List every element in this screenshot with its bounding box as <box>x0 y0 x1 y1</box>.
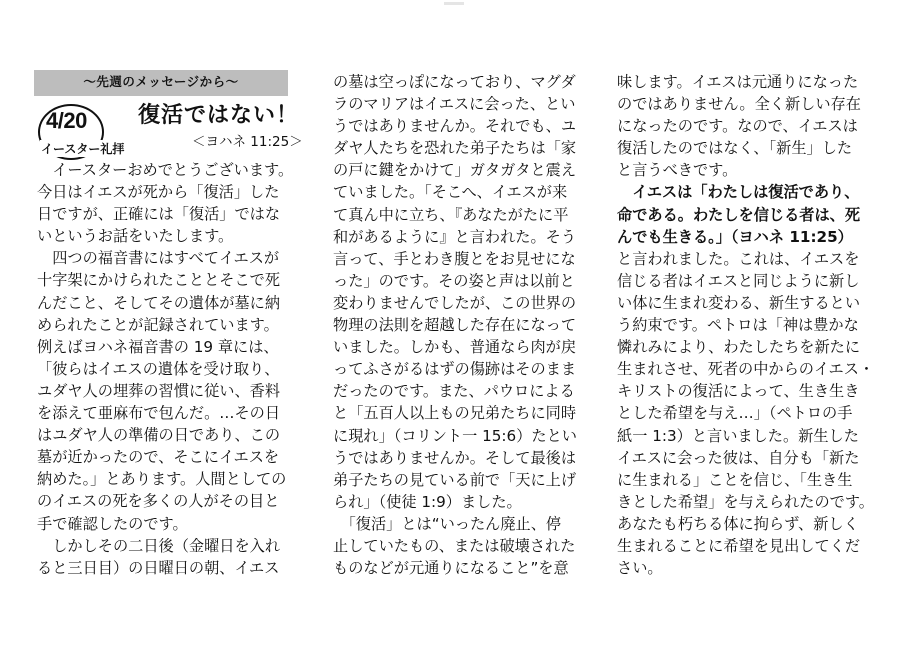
text-line: キリストの復活によって、生き生き <box>617 382 860 401</box>
text-line: あなたも朽ちる体に拘らず、新しく <box>617 514 859 533</box>
text-line: きとした希望」を与えられたのです。 <box>617 492 874 511</box>
text-line: 生まれることに希望を見出してくだ <box>617 536 860 555</box>
text-line: さい。 <box>617 559 663 578</box>
text-line: んでも生きる。」（ヨハネ 11:25） <box>617 227 853 246</box>
text-line: 弟子たちの見ている前で「天に上げ <box>333 470 576 489</box>
text-line: 十字架にかけられたこととそこで死 <box>37 271 280 290</box>
text-line: イースターおめでとうございます。 <box>37 161 294 179</box>
text-line: はユダヤ人の準備の日であり、この <box>37 426 280 445</box>
text-line: イエスに会った彼は、自分も「新た <box>617 448 860 467</box>
text-line: のではありません。全く新しい存在 <box>617 95 861 114</box>
service-name: イースター礼拝 <box>41 142 125 156</box>
text-line: 「彼らはイエスの遺体を受け取り、 <box>37 359 280 378</box>
text-line: った」のです。その姿と声は以前と <box>333 271 575 290</box>
message-header <box>34 70 303 158</box>
text-line: 例えばヨハネ福音書の 19 章には、 <box>37 337 279 356</box>
text-line: のイエスの死を多くの人がその目と <box>37 492 280 511</box>
text-column-1 <box>37 159 294 579</box>
text-line: 今日はイエスが死から「復活」した <box>37 183 280 202</box>
text-line: んだこと、そしてその遺体が墓に納 <box>37 293 280 312</box>
text-line: イエスは「わたしは復活であり、 <box>617 183 860 202</box>
text-line: 紙一 1:3）と言いました。新生した <box>617 426 859 445</box>
banner-text: ～先週のメッセージから～ <box>83 74 239 89</box>
text-line: と言われました。これは、イエスを <box>617 249 860 268</box>
text-line: ユダヤ人の埋葬の習慣に従い、香料 <box>37 381 280 400</box>
text-line: 四つの福音書にはすべてイエスが <box>37 249 280 268</box>
text-line: しかしその二日後（金曜日を入れ <box>37 536 280 555</box>
text-line: に現れ」（コリント一 15:6）たとい <box>333 426 577 445</box>
text-column-2 <box>333 71 585 579</box>
text-line: だったのです。また、パウロによる <box>333 382 575 401</box>
text-line: うではありませんか。そして最後は <box>333 448 576 467</box>
text-line: 物理の法則を超越した存在になって <box>333 316 576 335</box>
text-line: いました。しかも、普通なら肉が戻 <box>333 338 576 357</box>
text-line: と言うべきです。 <box>617 161 738 180</box>
sermon-title: 復活ではない！ <box>138 103 300 128</box>
text-line: う約束です。ペトロは「神は豊かな <box>617 316 859 335</box>
text-line: 止していたもの、または破壊された <box>333 536 576 555</box>
text-line: 命である。わたしを信じる者は、死 <box>617 205 860 224</box>
text-line: 言って、手とわき腹とをお見せにな <box>333 249 576 268</box>
text-line: ていました。「そこへ、イエスが来 <box>333 183 568 202</box>
text-line: いというお話をいたします。 <box>37 227 234 246</box>
text-line: られ」（使徒 1:9）ました。 <box>333 492 522 511</box>
text-line: の墓は空っぽになっており、マグダ <box>333 73 576 91</box>
text-line: うではありませんか。それでも、ユ <box>333 117 576 136</box>
text-line: て真ん中に立ち、『あなたがたに平 <box>333 205 569 224</box>
text-line: 味します。イエスは元通りになった <box>617 73 859 91</box>
text-line: ものなどが元通りになること”を意 <box>333 559 569 578</box>
text-line: ラのマリアはイエスに会った、とい <box>333 95 576 114</box>
text-line: と「五百人以上もの兄弟たちに同時 <box>333 404 576 423</box>
text-line: 納めた。」とあります。人間としての <box>37 470 287 489</box>
text-line: になったのです。なので、イエスは <box>617 117 858 136</box>
text-line: 生まれさせ、死者の中からのイエス・ <box>617 360 875 379</box>
text-line: い体に生まれ変わる、新生するとい <box>617 293 860 312</box>
text-column-3 <box>617 71 873 579</box>
text-line: の戸に鍵をかけて」ガタガタと震え <box>333 161 576 180</box>
text-line: ってふさがるはずの傷跡はそのまま <box>333 360 576 379</box>
scripture-reference: ＜ヨハネ 11:25＞ <box>192 134 303 150</box>
text-line: 和があるように』と言われた。そう <box>333 227 576 246</box>
text-line: 憐れみにより、わたしたちを新たに <box>617 338 860 357</box>
text-line: 日ですが、正確には「復活」ではな <box>37 205 280 224</box>
text-line: ダヤ人たちを恐れた弟子たちは「家 <box>333 139 576 158</box>
text-line: 変わりませんでしたが、この世界の <box>333 293 576 312</box>
text-line: 信じる者はイエスと同じように新し <box>617 271 860 290</box>
service-date: 4/20 <box>46 108 87 133</box>
scan-mark <box>444 2 464 5</box>
text-line: に生まれる」ことを信じ、「生き生 <box>617 470 853 489</box>
text-line: を添えて亜麻布で包んだ。…その日 <box>37 404 280 423</box>
text-line: 復活したのではなく、「新生」した <box>617 139 853 158</box>
text-line: められたことが記録されています。 <box>37 315 279 334</box>
text-line: 手で確認したのです。 <box>37 514 188 533</box>
text-line: とした希望を与え…」（ペトロの手 <box>617 404 853 423</box>
text-line: 「復活」とは“いったん廃止、停 <box>333 514 562 533</box>
text-line: 墓が近かったので、そこにイエスを <box>37 448 280 467</box>
text-line: ると三日目）の日曜日の朝、イエス <box>37 558 280 577</box>
